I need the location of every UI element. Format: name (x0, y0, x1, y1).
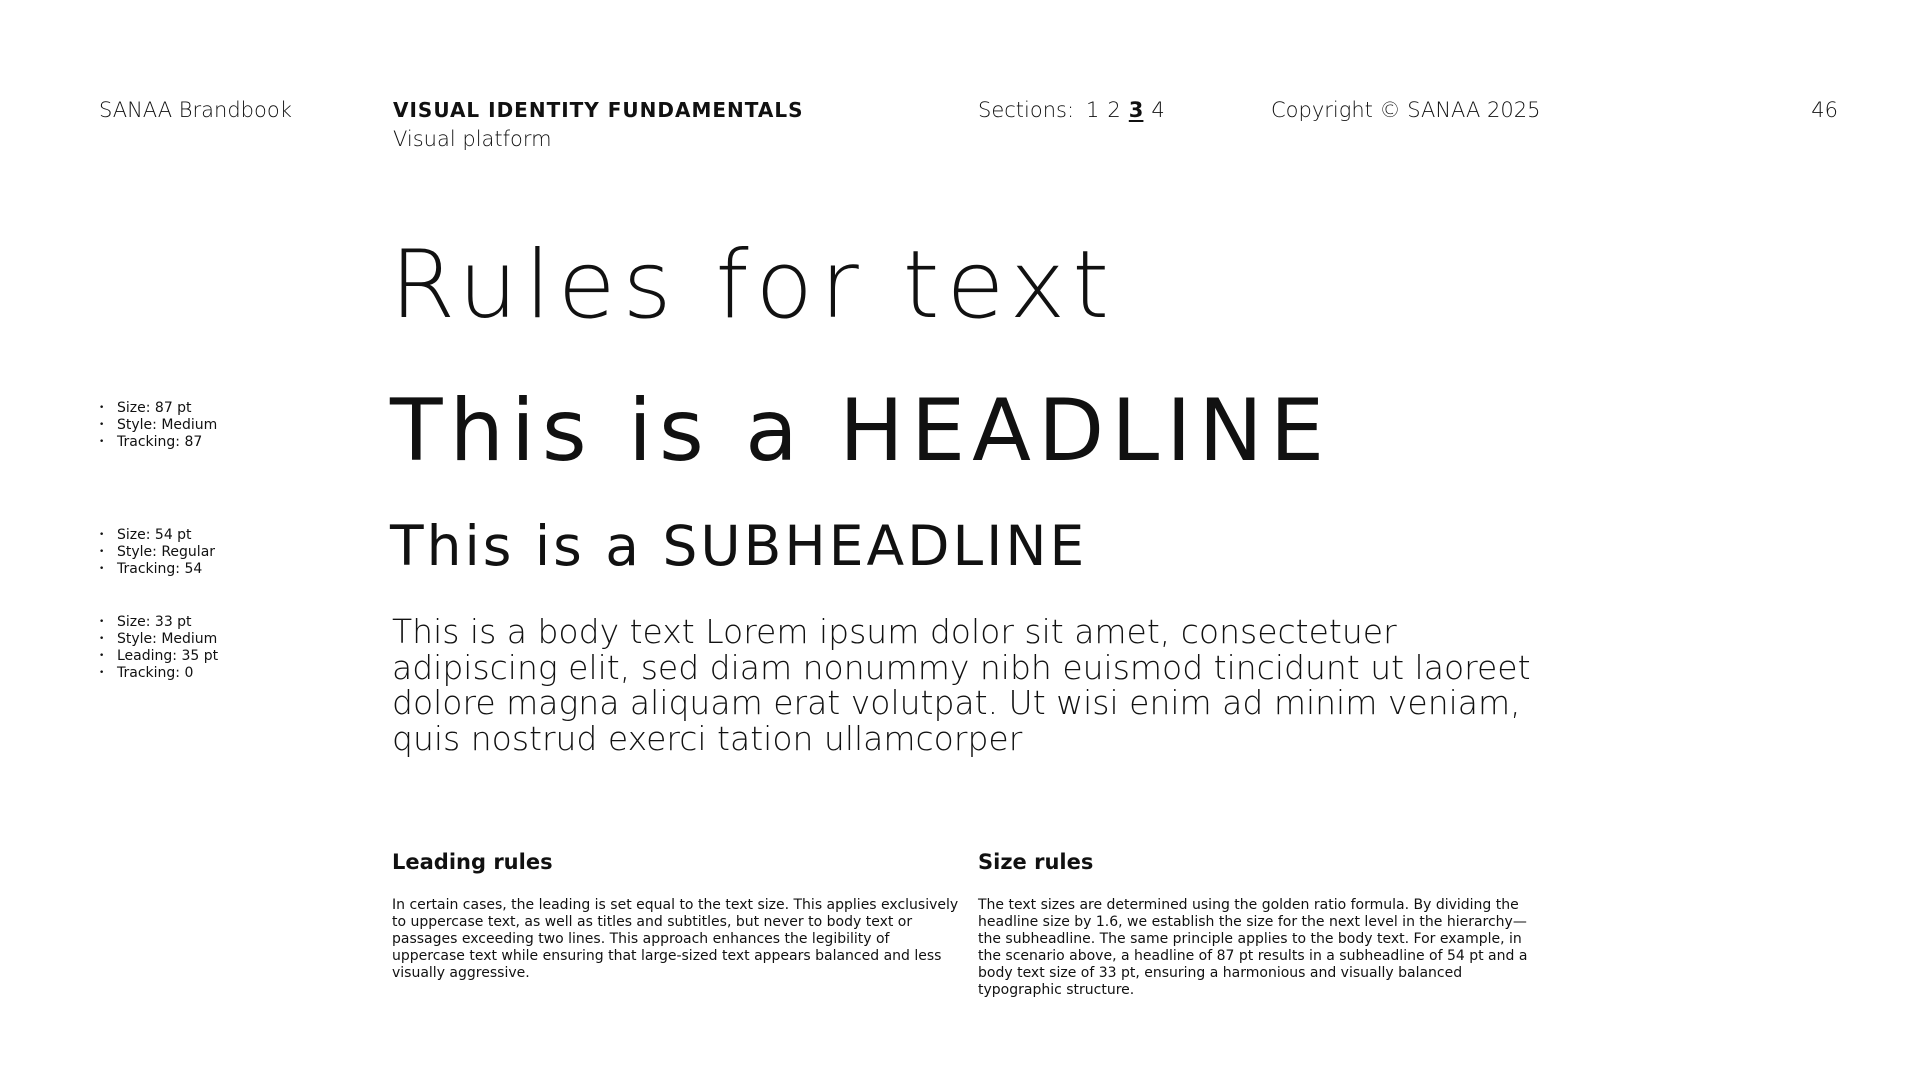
body-spec-list (99, 614, 218, 682)
spec-item: • Tracking: 87 (117, 434, 217, 451)
headline-spec-list (99, 400, 217, 451)
spec-item: • Style: Regular (117, 544, 215, 561)
body-text-sample: This is a body text Lorem ipsum dolor sit amet, consectetuer adipiscing elit, sed diam nonummy nibh euismod tincidunt ut laoreet dolore magna aliquam erat volutpat. Ut wisi enim ad minim veniam, quis nostrud exerci tation ullamcorper (392, 612, 1531, 758)
section-link-1[interactable]: 1 (1086, 98, 1100, 122)
brand-name: SANAA Brandbook (99, 98, 292, 122)
subheadline-sample: This is a SUBHEADLINE (390, 514, 1088, 578)
section-link-3-active[interactable]: 3 (1128, 98, 1144, 122)
page-title: Rules for text (390, 231, 1117, 340)
spec-item: • Style: Medium (117, 417, 217, 434)
subheadline-spec-list (99, 527, 215, 578)
copyright: Copyright © SANAA 2025 (1271, 98, 1541, 122)
headline-sample: This is a HEADLINE (390, 381, 1332, 481)
page-number: 46 (1811, 98, 1838, 122)
section-link-4[interactable]: 4 (1151, 98, 1165, 122)
leading-rules-title: Leading rules (392, 850, 553, 874)
spec-item: • Size: 33 pt (117, 614, 218, 631)
size-rules-text: The text sizes are determined using the golden ratio formula. By dividing the headline size by 1.6, we establish the size for the next level in the hierarchy—the subheadline. The same principle applies to the body text. For example, in the scenario above, a headline of 87 pt results in a subheadline of 54 pt and a body text size of 33 pt, ensuring a harmonious and visually balanced typographic structure. (978, 897, 1528, 998)
section-link-2[interactable]: 2 (1107, 98, 1121, 122)
sections-label: Sections: (978, 98, 1075, 122)
leading-rules-text: In certain cases, the leading is set equal to the text size. This applies exclusively to uppercase text, as well as titles and subtitles, but never to body text or passages exceeding two lines. This approach enhances the legibility of uppercase text while ensuring that large-sized text appears balanced and less visually aggressive. (392, 897, 959, 981)
size-rules-title: Size rules (978, 850, 1094, 874)
sections-nav (978, 96, 1165, 125)
section-title: VISUAL IDENTITY FUNDAMENTALS (393, 98, 804, 122)
spec-item: • Tracking: 54 (117, 561, 215, 578)
spec-item: • Size: 87 pt (117, 400, 217, 417)
section-heading (393, 96, 804, 154)
spec-item: • Leading: 35 pt (117, 648, 218, 665)
spec-item: • Style: Medium (117, 631, 218, 648)
spec-item: • Tracking: 0 (117, 665, 218, 682)
size-rules-section (978, 848, 1548, 999)
leading-rules-section (392, 848, 962, 982)
spec-item: • Size: 54 pt (117, 527, 215, 544)
section-subtitle: Visual platform (393, 127, 552, 151)
